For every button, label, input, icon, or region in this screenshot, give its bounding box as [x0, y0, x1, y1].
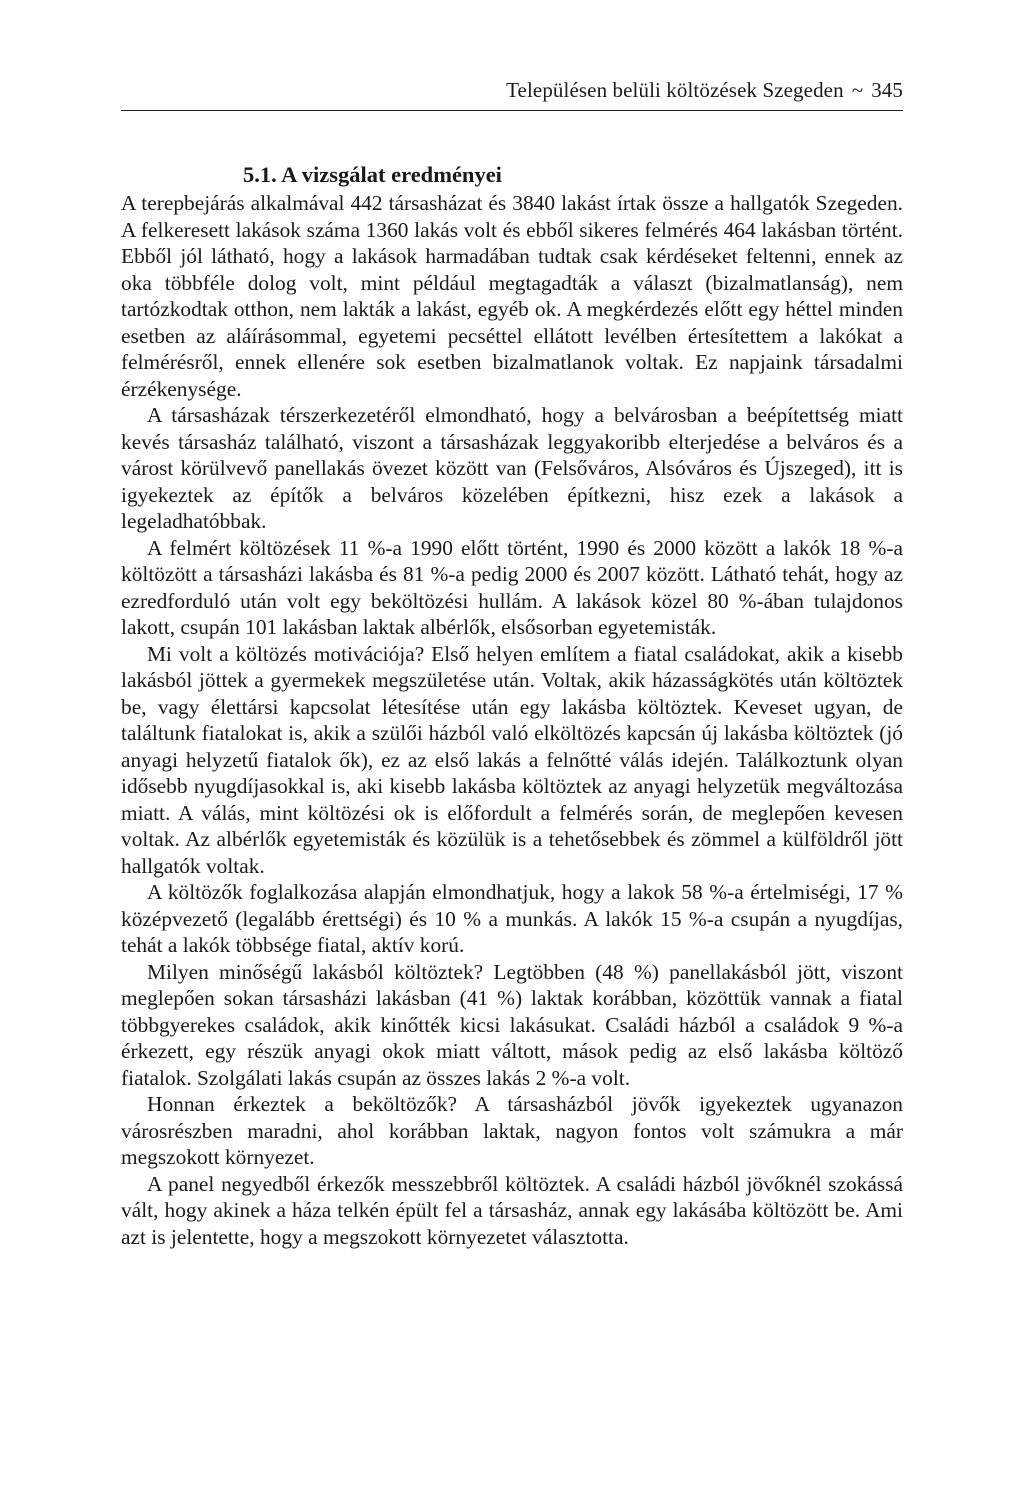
- paragraph-3: A felmért költözések 11 %-a 1990 előtt történt, 1990 és 2000 között a lakók 18 %-a költözött a társasházi lakásba és 81 %-a pedig 2000 és 2007 között. Látható tehát, hogy az ezredforduló után volt egy beköltözési hullám. A lakások közel 80 %-ában tulajdonos lakott, csupán 101 lakásban laktak albérlők, elsősorban egyetemisták.: [121, 535, 903, 639]
- paragraph-6: Milyen minőségű lakásból költöztek? Legtöbben (48 %) panellakásból jött, viszont meglepően sokan társasházi lakásban (41 %) laktak korábban, közöttük vannak a fiatal többgyerekes családok, akik kinőtték kicsi lakásukat. Családi házból a családok 9 %-a érkezett, egy részük anyagi okok miatt váltott, mások pedig az első lakásba költöző fiatalok. Szolgálati lakás csupán az összes lakás 2 %-a volt.: [121, 959, 903, 1090]
- paragraph-8: A panel negyedből érkezők messzebbről költöztek. A családi házból jövőknél szokássá vált, hogy akinek a háza telkén épült fel a társasház, annak egy lakásába költözött be. Ami azt is jelentette, hogy a megszokott környezetet választotta.: [121, 1171, 903, 1249]
- running-title: Településen belüli költözések Szegeden: [506, 78, 844, 102]
- running-header: [121, 78, 903, 111]
- body-text: [121, 190, 903, 1250]
- page-number: 345: [871, 78, 903, 102]
- paragraph-1: A terepbejárás alkalmával 442 társasházat és 3840 lakást írtak össze a hallgatók Szegeden. A felkeresett lakások száma 1360 lakás volt és ebből sikeres felmérés 464 lakásban történt. Ebből jól látható, hogy a lakások harmadában tudtak csak kérdéseket feltenni, ennek az oka többféle dolog volt, mint például megtagadták a választ (bizalmatlanság), nem tartózkodtak otthon, nem lakták a lakást, egyéb ok. A megkérdezés előtt egy héttel minden esetben az aláírásommal, egyetemi pecséttel ellátott levélben értesítettem a lakókat a felmérésről, ennek ellenére sok esetben bizalmatlanok voltak. Ez napjaink társadalmi érzékenysége.: [121, 191, 903, 401]
- running-header-text: [506, 78, 903, 103]
- book-page: [121, 78, 903, 1250]
- paragraph-5: A költözők foglalkozása alapján elmondhatjuk, hogy a lakok 58 %-a értelmiségi, 17 % középvezető (legalább érettségi) és 10 % a munkás. A lakók 15 %-a csupán a nyugdíjas, tehát a lakók többsége fiatal, aktív korú.: [121, 880, 903, 957]
- header-separator: ~: [851, 78, 864, 102]
- paragraph-4: Mi volt a költözés motivációja? Első helyen említem a fiatal családokat, akik a kisebb lakásból jöttek a gyermekek megszületése után. Voltak, akik házasságkötés után költöztek be, vagy élettársi kapcsolat létesítése után egy lakásba költöztek. Keveset ugyan, de találtunk fiatalokat is, akik a szülői házból való elköltözés kapcsán új lakásba költöztek (jó anyagi helyzetű fiatalok ők), ez az első lakás a felnőtté válás idején. Találkoztunk olyan idősebb nyugdíjasokkal is, aki kisebb lakásba költöztek az anyagi helyzetük megváltozása miatt. A válás, mint költözési ok is előfordult a felmérés során, de meglepően kevesen voltak. Az albérlők egyetemisták és közülük is a tehetősebbek és zömmel a külföldről jött hallgatók voltak.: [121, 641, 903, 878]
- paragraph-2: A társasházak térszerkezetéről elmondható, hogy a belvárosban a beépítettség miatt kevés társasház található, viszont a társasházak leggyakoribb elterjedése a belváros és a várost körülvevő panellakás övezet között van (Felsőváros, Alsóváros és Újszeged), itt is igyekeztek az építők a belváros közelében építkezni, hisz ezek a lakások a legeladhatóbbak.: [121, 403, 903, 533]
- paragraph-7: Honnan érkeztek a beköltözők? A társasházból jövők igyekeztek ugyanazon városrészben maradni, ahol korábban laktak, nagyon fontos volt számukra a már megszokott környezet.: [121, 1092, 903, 1169]
- section-heading: 5.1. A vizsgálat eredményei: [243, 162, 502, 187]
